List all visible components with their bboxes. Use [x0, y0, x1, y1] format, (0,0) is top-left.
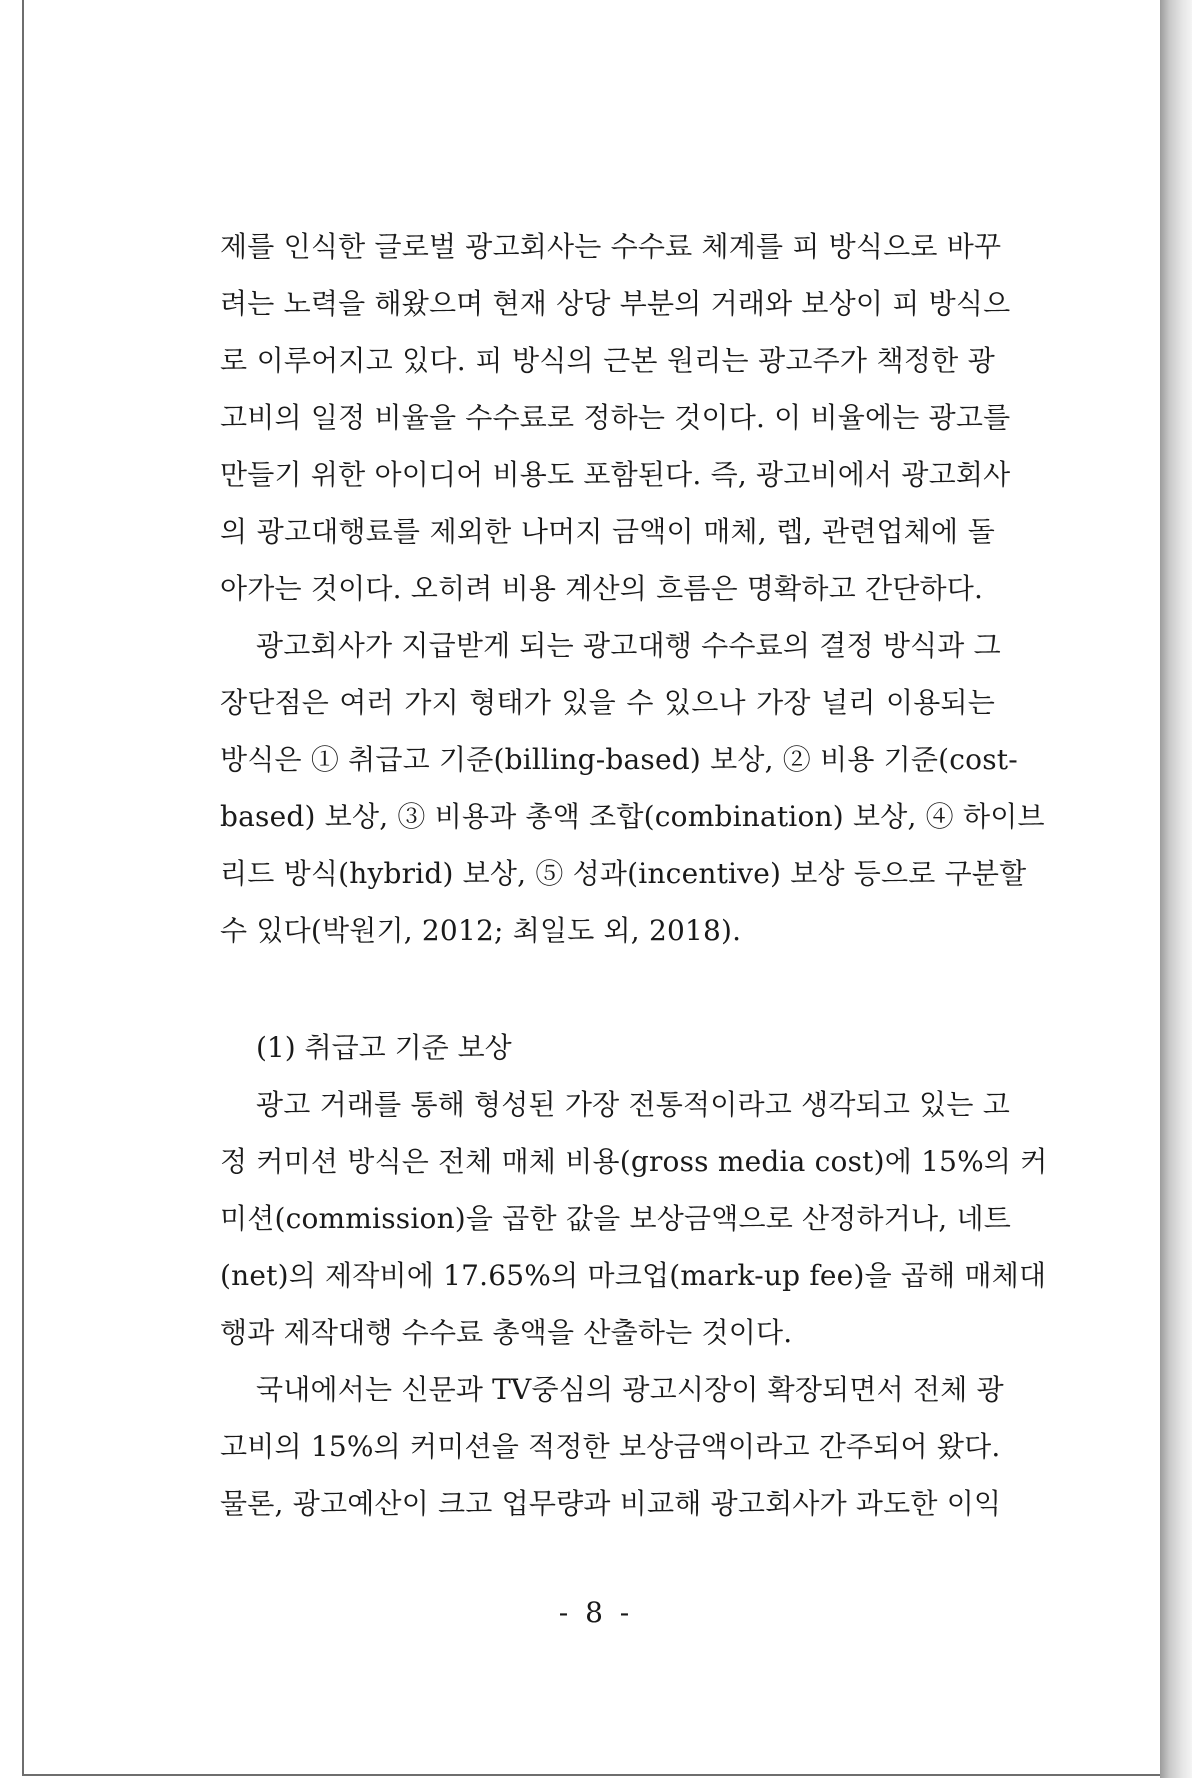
text-line: 행과 제작대행 수수료 총액을 산출하는 것이다. [220, 1316, 793, 1349]
text-line: 정 커미션 방식은 전체 매체 비용(gross media cost)에 15%의 커 [220, 1145, 1048, 1178]
page-edge-shadow [1160, 0, 1192, 1778]
text-line: 물론, 광고예산이 크고 업무량과 비교해 광고회사가 과도한 이익 [220, 1487, 1002, 1520]
text-line: 수 있다(박원기, 2012; 최일도 외, 2018). [220, 914, 742, 947]
text-line: 만들기 위한 아이디어 비용도 포함된다. 즉, 광고비에서 광고회사 [220, 458, 1011, 491]
text-line: 리드 방식(hybrid) 보상, ⑤ 성과(incentive) 보상 등으로 구분할 [220, 857, 1027, 890]
text-line: based) 보상, ③ 비용과 총액 조합(combination) 보상, ④ 하이브 [220, 800, 1045, 833]
text-line: 아가는 것이다. 오히려 비용 계산의 흐름은 명확하고 간단하다. [220, 572, 984, 605]
text-line: 의 광고대행료를 제외한 나머지 금액이 매체, 렙, 관련업체에 돌 [220, 515, 995, 548]
page-number: - 8 - [558, 1596, 634, 1629]
section-gap [220, 959, 995, 1019]
text-line: 제를 인식한 글로벌 광고회사는 수수료 체계를 피 방식으로 바꾸 [220, 230, 1002, 263]
text-line: 광고 거래를 통해 형성된 가장 전통적이라고 생각되고 있는 고 [256, 1088, 1011, 1121]
text-line: 려는 노력을 해왔으며 현재 상당 부분의 거래와 보상이 피 방식으 [220, 287, 1011, 320]
text-line: 로 이루어지고 있다. 피 방식의 근본 원리는 광고주가 책정한 광 [220, 344, 995, 377]
text-line: 장단점은 여러 가지 형태가 있을 수 있으나 가장 널리 이용되는 [220, 686, 995, 719]
text-line: 국내에서는 신문과 TV중심의 광고시장이 확장되면서 전체 광 [256, 1373, 1004, 1406]
text-line: 미션(commission)을 곱한 값을 보상금액으로 산정하거나, 네트 [220, 1202, 1011, 1235]
text-line: (net)의 제작비에 17.65%의 마크업(mark-up fee)을 곱해 매체대 [220, 1259, 1047, 1292]
section-heading: (1) 취급고 기준 보상 [256, 1031, 512, 1064]
text-line: 고비의 15%의 커미션을 적정한 보상금액이라고 간주되어 왔다. [220, 1430, 1001, 1463]
text-line: 고비의 일정 비율을 수수료로 정하는 것이다. 이 비율에는 광고를 [220, 401, 1011, 434]
paragraph-intro [220, 218, 1048, 1532]
text-line: 방식은 ① 취급고 기준(billing-based) 보상, ② 비용 기준(cost- [220, 743, 1018, 776]
text-line: 광고회사가 지급받게 되는 광고대행 수수료의 결정 방식과 그 [256, 629, 1001, 662]
